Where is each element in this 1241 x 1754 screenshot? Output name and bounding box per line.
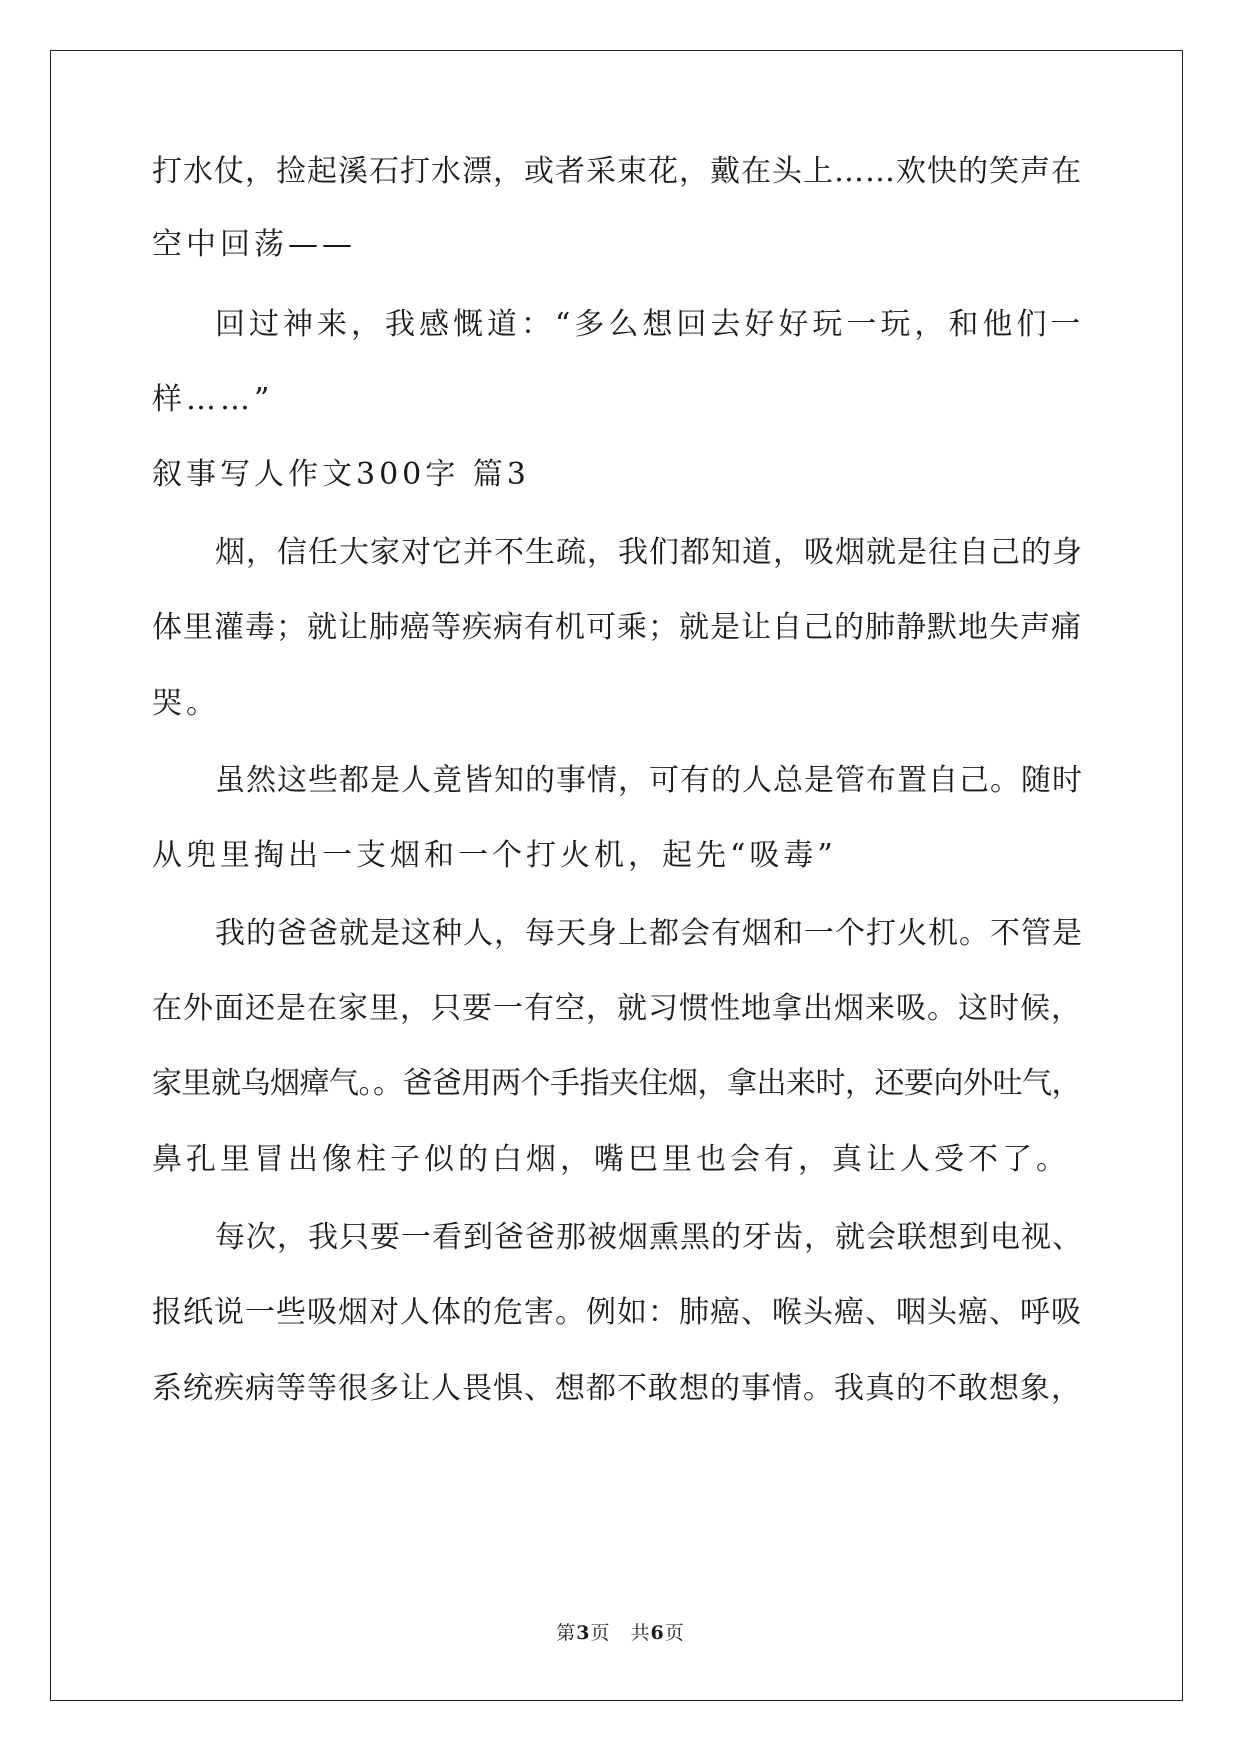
text-line: 打水仗，捡起溪石打水漂，或者采束花，戴在头上……欢快的笑声在 [152,154,1082,189]
section-heading: 叙事写人作文300字 篇3 [152,457,530,492]
text-line: 家里就乌烟瘴气。。爸爸用两个手指夹住烟，拿出来时，还要向外吐气， [152,1066,1081,1101]
text-line: 从兜里掏出一支烟和一个打火机，起先“吸毒” [152,838,837,873]
text-line: 每次，我只要一看到爸爸那被烟熏黑的牙齿，就会联想到电视、 [215,1220,1083,1255]
total-page-number: 6 [650,1622,665,1644]
text-line: 虽然这些都是人竟皆知的事情，可有的人总是管布置自己。随时 [215,763,1083,798]
text-line: 鼻孔里冒出像柱子似的白烟，嘴巴里也会有，真让人受不了。 [152,1142,1070,1177]
page-label-suffix: 页 [664,1622,685,1644]
text-line: 回过神来，我感慨道：“多么想回去好好玩一玩，和他们一 [215,307,1085,342]
text-line: 哭。 [152,686,220,721]
text-line: 体里灌毒；就让肺癌等疾病有机可乘；就是让自己的肺静默地失声痛 [152,610,1082,645]
page-label-mid: 页 共 [590,1622,651,1644]
page-label-prefix: 第 [556,1622,577,1644]
text-line: 我的爸爸就是这种人，每天身上都会有烟和一个打火机。不管是 [215,916,1083,951]
text-line: 样……” [152,382,274,417]
current-page-number: 3 [576,1622,591,1644]
text-line: 系统疾病等等很多让人畏惧、想都不敢想的事情。我真的不敢想象， [152,1371,1082,1406]
text-line: 报纸说一些吸烟对人体的危害。例如：肺癌、喉头癌、咽头癌、呼吸 [152,1295,1082,1330]
text-line: 在外面还是在家里，只要一有空，就习惯性地拿出烟来吸。这时候， [152,991,1082,1026]
text-line: 烟，信任大家对它并不生疏，我们都知道，吸烟就是往自己的身 [215,535,1083,570]
text-line: 空中回荡—— [152,227,356,262]
page-number-footer [0,1618,1241,1645]
